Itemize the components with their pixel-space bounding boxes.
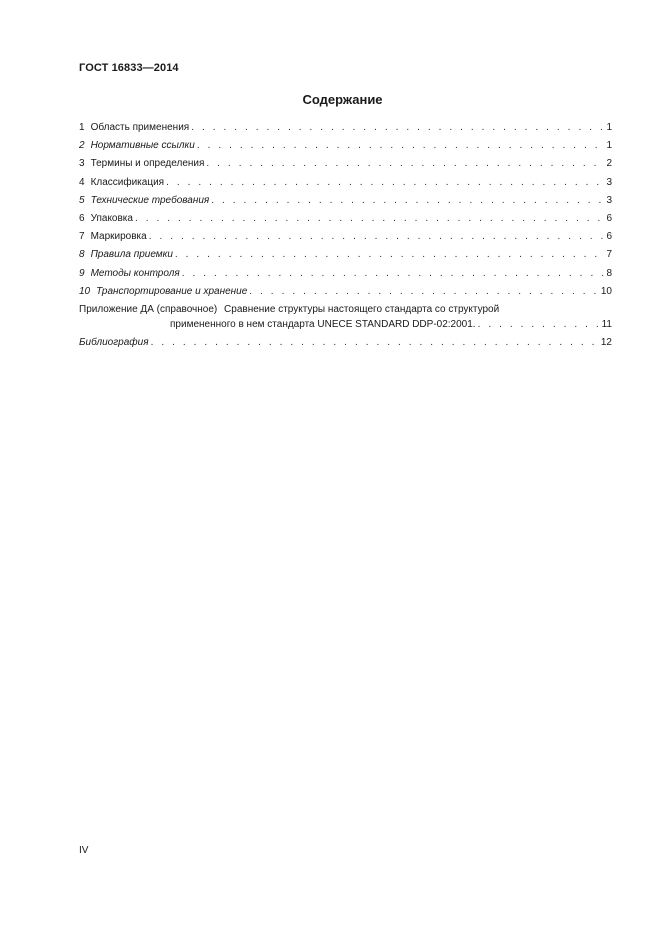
toc-entry-label: Транспортирование и хранение — [96, 285, 248, 297]
toc-entry[interactable] — [79, 177, 612, 189]
table-of-contents — [79, 122, 612, 355]
toc-entry-number: 10 — [79, 285, 91, 297]
toc-entry-label: Нормативные ссылки — [90, 140, 195, 152]
toc-page-number: 1 — [606, 122, 612, 133]
toc-leader-dots — [478, 319, 601, 331]
appendix-title-line-2: примененного в нем стандарта UNECE STANDARD DDP-02:2001. — [170, 318, 476, 330]
appendix-title-line-1: Сравнение структуры настоящего стандарта со структурой — [224, 303, 500, 315]
toc-page-number: 2 — [606, 158, 612, 170]
toc-page-number: 6 — [606, 212, 612, 224]
toc-bibliography-entry[interactable] — [79, 337, 612, 349]
toc-entry[interactable] — [79, 122, 612, 134]
appendix-label: Приложение ДА (справочное) — [79, 303, 218, 315]
toc-leader-dots — [249, 286, 600, 298]
toc-entry-label: Технические требования — [90, 194, 210, 206]
toc-entry-number: 8 — [79, 249, 85, 261]
toc-leader-dots — [206, 158, 605, 170]
appendix-line-2 — [79, 319, 612, 331]
toc-list — [79, 122, 612, 298]
toc-entry-label: Область применения — [90, 122, 190, 133]
page-title: Содержание — [302, 92, 383, 107]
toc-leader-dots — [191, 122, 605, 134]
toc-leader-dots — [151, 337, 600, 349]
toc-entry-label: Правила приемки — [90, 249, 173, 261]
appendix-line-1 — [79, 304, 612, 316]
toc-entry[interactable] — [79, 158, 612, 170]
toc-entry-number: 9 — [79, 267, 85, 279]
toc-entry-number: 7 — [79, 231, 85, 243]
toc-page-number: 11 — [601, 318, 612, 330]
toc-entry-label: Упаковка — [90, 212, 133, 224]
toc-appendix-entry[interactable] — [79, 304, 612, 331]
toc-entry-number: 4 — [79, 176, 85, 188]
toc-entry-number: 6 — [79, 212, 85, 224]
toc-entry-number: 1 — [79, 122, 85, 133]
toc-entry[interactable] — [79, 268, 612, 280]
toc-page-number: 1 — [606, 140, 612, 152]
toc-entry[interactable] — [79, 286, 612, 298]
toc-entry[interactable] — [79, 140, 612, 152]
page-number: IV — [79, 845, 89, 856]
toc-entry-label: Классификация — [90, 176, 165, 188]
toc-page-number: 12 — [600, 337, 612, 349]
toc-entry-label: Маркировка — [90, 231, 147, 243]
toc-entry-label: Методы контроля — [90, 267, 180, 279]
toc-page-number: 6 — [606, 231, 612, 243]
toc-entry[interactable] — [79, 231, 612, 243]
toc-page-number: 3 — [606, 194, 612, 206]
toc-leader-dots — [197, 140, 606, 152]
toc-entry-label: Библиография — [79, 337, 149, 349]
toc-page-number: 8 — [606, 267, 612, 279]
toc-entry-number: 5 — [79, 194, 85, 206]
toc-entry[interactable] — [79, 195, 612, 207]
document-header: ГОСТ 16833—2014 — [79, 62, 179, 74]
toc-page-number: 7 — [606, 249, 612, 261]
toc-leader-dots — [211, 195, 605, 207]
toc-page-number: 3 — [606, 176, 612, 188]
toc-entry[interactable] — [79, 249, 612, 261]
toc-entry[interactable] — [79, 213, 612, 225]
toc-leader-dots — [182, 268, 606, 280]
toc-leader-dots — [149, 231, 606, 243]
toc-entry-label: Термины и определения — [90, 158, 205, 170]
toc-entry-number: 3 — [79, 158, 85, 170]
toc-leader-dots — [175, 249, 606, 261]
toc-entry-number: 2 — [79, 140, 85, 152]
toc-leader-dots — [135, 213, 605, 225]
toc-leader-dots — [166, 177, 605, 189]
toc-page-number: 10 — [600, 285, 612, 297]
